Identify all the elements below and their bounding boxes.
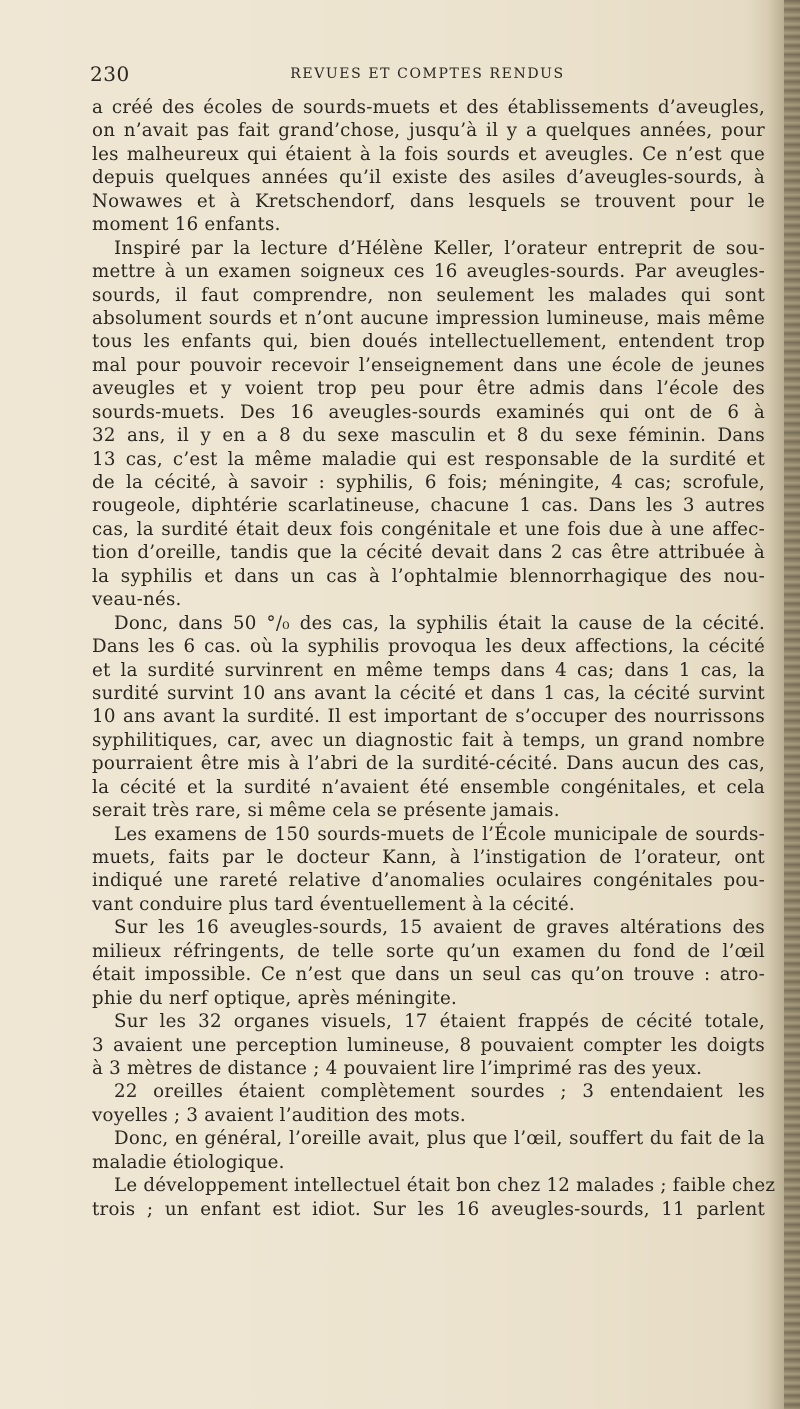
text-line: 22 oreilles étaient complètement sourdes ; 3 entendaient les [114,1081,765,1103]
text-line: Nowawes et à Kretschendorf, dans lesquels se trouvent pour le [92,190,765,212]
text-line: milieux réfringents, de telle sorte qu’un examen du fond de l’œil [92,940,765,962]
text-line: était impossible. Ce n’est que dans un seul cas qu’on trouve : atro- [92,964,765,986]
running-title: REVUES ET COMPTES RENDUS [290,66,565,82]
text-line: Sur les 16 aveugles-sourds, 15 avaient de graves altérations des [114,917,765,939]
text-line: sourds, il faut comprendre, non seulement les malades qui sont [92,284,765,306]
text-line: Inspiré par la lecture d’Hélène Keller, l’orateur entreprit de sou- [114,237,765,259]
text-line: vant conduire plus tard éventuellement à la cécité. [92,893,575,915]
text-line: surdité survint 10 ans avant la cécité et dans 1 cas, la cécité survint [92,682,765,704]
text-line: absolument sourds et n’ont aucune impression lumineuse, mais même [92,307,765,329]
page-header [90,62,765,86]
text-line: muets, faits par le docteur Kann, à l’instigation de l’orateur, ont [92,847,765,868]
text-line: Le développement intellectuel était bon chez 12 malades ; faible chez [114,1175,776,1197]
text-line: trois ; un enfant est idiot. Sur les 16 aveugles-sourds, 11 parlent [92,1198,765,1220]
text-line: on n’avait pas fait grand’chose, jusqu’à il y a quelques années, pour [92,120,765,142]
text-line: et la surdité survinrent en même temps dans 4 cas; dans 1 cas, la [92,659,765,681]
text-line: voyelles ; 3 avaient l’audition des mots. [92,1104,466,1126]
text-line: Dans les 6 cas. où la syphilis provoqua les deux affections, la cécité [92,636,765,658]
text-line: la syphilis et dans un cas à l’ophtalmie blennorrhagique des nou- [92,565,765,587]
text-line: 32 ans, il y en a 8 du sexe masculin et 8 du sexe féminin. Dans [92,425,765,447]
text-line: maladie étiologique. [92,1151,285,1173]
text-line: les malheureux qui étaient à la fois sourds et aveugles. Ce n’est que [92,143,765,165]
text-line: à 3 mètres de distance ; 4 pouvaient lire l’imprimé ras des yeux. [92,1057,703,1079]
text-line: la cécité et la surdité n’avaient été ensemble congénitales, et cela [92,776,765,798]
text-line: moment 16 enfants. [92,214,281,236]
text-line: aveugles et y voient trop peu pour être admis dans l’école des [92,378,765,400]
text-line: tion d’oreille, tandis que la cécité devait dans 2 cas être attribuée à [92,542,765,564]
text-line: 13 cas, c’est la même maladie qui est responsable de la surdité et [92,448,765,470]
text-line: tous les enfants qui, bien doués intellectuellement, entendent trop [92,331,765,353]
text-line: 3 avaient une perception lumineuse, 8 pouvaient compter les doigts [92,1034,765,1056]
text-line: phie du nerf optique, après méningite. [92,987,458,1009]
text-line: rougeole, diphtérie scarlatineuse, chacune 1 cas. Dans les 3 autres [92,495,765,517]
text-line: 10 ans avant la surdité. Il est important de s’occuper des nourrissons [92,706,765,728]
page-edge-shadow [784,0,800,1409]
text-line: pourraient être mis à l’abri de la surdité-cécité. Dans aucun des cas, [92,753,765,775]
page-number: 230 [90,62,130,86]
text-line: Sur les 32 organes visuels, 17 étaient frappés de cécité totale, [114,1011,765,1033]
text-line: Donc, en général, l’oreille avait, plus que l’œil, souffert du fait de la [114,1128,765,1150]
text-line: serait très rare, si même cela se présente jamais. [92,800,560,822]
body-text [92,96,776,1221]
text-line: de la cécité, à savoir : syphilis, 6 fois; méningite, 4 cas; scrofule, [92,472,765,493]
text-line: cas, la surdité était deux fois congénitale et une fois due à une affec- [92,518,765,540]
text-line: indiqué une rareté relative d’anomalies oculaires congénitales pou- [92,870,765,892]
text-line: syphilitiques, car, avec un diagnostic fait à temps, un grand nombre [92,729,765,751]
text-line: Donc, dans 50 °/₀ des cas, la syphilis était la cause de la cécité. [114,612,765,634]
text-line: Les examens de 150 sourds-muets de l’École municipale de sourds- [114,823,765,845]
text-line: mal pour pouvoir recevoir l’enseignement dans une école de jeunes [92,354,765,376]
text-line: mettre à un examen soigneux ces 16 aveugles-sourds. Par aveugles- [92,261,765,283]
text-line: veau-nés. [92,589,182,611]
text-line: sourds-muets. Des 16 aveugles-sourds examinés qui ont de 6 à [92,401,765,423]
text-line: depuis quelques années qu’il existe des asiles d’aveugles-sourds, à [92,167,765,189]
text-line: a créé des écoles de sourds-muets et des établissements d’aveugles, [92,97,765,118]
